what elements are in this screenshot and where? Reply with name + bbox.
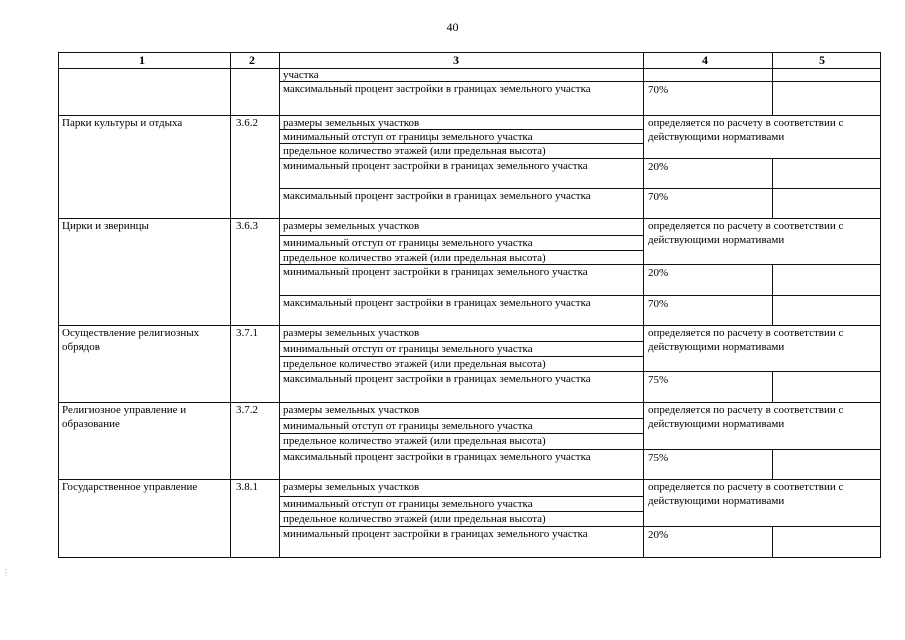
param-row: размеры земельных участков: [283, 220, 420, 232]
value-normative: определяется по расчету в соответствии с действующими нормативами: [648, 327, 844, 353]
zone-code: 3.7.1: [236, 327, 258, 339]
param-row: максимальный процент застройки в границах земельного участка: [283, 297, 591, 309]
value-divider: [643, 295, 880, 296]
param-row: размеры земельных участков: [283, 117, 420, 129]
zone-name: Парки культуры и отдыха: [62, 117, 183, 129]
value-divider: [643, 449, 880, 450]
col-line-3: [643, 52, 644, 558]
zone-code: 3.8.1: [236, 481, 258, 493]
value-normative: определяется по расчету в соответствии с действующими нормативами: [648, 220, 844, 246]
value-divider: [643, 371, 880, 372]
value-percent: 20%: [648, 267, 669, 279]
header-bottom-border: [58, 68, 880, 69]
col-line-4-values: [772, 449, 773, 479]
param-row: минимальный отступ от границы земельного участка: [283, 237, 533, 249]
zone-code: 3.6.3: [236, 220, 258, 232]
value-percent: 70%: [648, 84, 669, 96]
param-row: предельное количество этажей (или предельная высота): [283, 358, 546, 370]
param-row: минимальный процент застройки в границах земельного участка: [283, 266, 588, 278]
zone-code: 3.7.2: [236, 404, 258, 416]
col-line-0: [58, 52, 59, 558]
col-line-5: [880, 52, 881, 558]
scan-artifact: ⋮: [2, 568, 10, 577]
value-percent: 20%: [648, 161, 669, 173]
zone-name: Цирки и зверинцы: [62, 220, 149, 232]
col-line-4-values: [772, 526, 773, 557]
value-divider: [643, 264, 880, 265]
param-row: минимальный процент застройки в границах земельного участка: [283, 528, 588, 540]
value-percent: 75%: [648, 374, 669, 386]
zone-name: Государственное управление: [62, 481, 198, 493]
value-percent: 20%: [648, 529, 669, 541]
value-normative: определяется по расчету в соответствии с действующими нормативами: [648, 404, 844, 430]
value-normative: определяется по расчету в соответствии с действующими нормативами: [648, 481, 844, 507]
value-percent: 75%: [648, 452, 669, 464]
column-header-3: 3: [453, 53, 459, 67]
col-line-4-cont: [772, 81, 773, 115]
param-max-coverage: максимальный процент застройки в границах земельного участка: [283, 83, 591, 95]
value-normative: определяется по расчету в соответствии с действующими нормативами: [648, 117, 844, 143]
param-continued: участка: [283, 69, 319, 81]
table-top-border: [58, 52, 880, 53]
param-row: максимальный процент застройки в границах земельного участка: [283, 373, 591, 385]
value-percent: 70%: [648, 191, 669, 203]
col-line-2: [279, 52, 280, 558]
table-bottom-border: [58, 557, 880, 558]
param-row: максимальный процент застройки в границах земельного участка: [283, 451, 591, 463]
param-row: размеры земельных участков: [283, 404, 420, 416]
col-line-4-values: [772, 371, 773, 402]
page-number: 40: [446, 20, 459, 34]
param-row: предельное количество этажей (или предельная высота): [283, 435, 546, 447]
param-row: размеры земельных участков: [283, 327, 420, 339]
param-row: минимальный процент застройки в границах земельного участка: [283, 160, 588, 172]
column-header-1: 1: [139, 53, 145, 67]
column-header-5: 5: [819, 53, 825, 67]
param-row: максимальный процент застройки в границах земельного участка: [283, 190, 591, 202]
value-divider: [643, 188, 880, 189]
zone-name: Религиозное управление и образование: [62, 404, 187, 430]
col-line-1: [230, 52, 231, 558]
column-header-2: 2: [249, 53, 255, 67]
param-row: минимальный отступ от границы земельного участка: [283, 498, 533, 510]
param-row: предельное количество этажей (или предельная высота): [283, 145, 546, 157]
col-line-4-values: [772, 264, 773, 325]
column-header-4: 4: [702, 53, 708, 67]
param-row: минимальный отступ от границы земельного участка: [283, 343, 533, 355]
param-row: размеры земельных участков: [283, 481, 420, 493]
col-line-4-values: [772, 158, 773, 218]
param-row: минимальный отступ от границы земельного участка: [283, 420, 533, 432]
zone-name: Осуществление религиозных обрядов: [62, 327, 200, 353]
value-divider: [643, 526, 880, 527]
param-row: предельное количество этажей (или предельная высота): [283, 513, 546, 525]
col-line-4-header: [772, 52, 773, 81]
value-percent: 70%: [648, 298, 669, 310]
param-row: минимальный отступ от границы земельного участка: [283, 131, 533, 143]
param-row: предельное количество этажей (или предельная высота): [283, 252, 546, 264]
value-divider: [643, 158, 880, 159]
zone-code: 3.6.2: [236, 117, 258, 129]
